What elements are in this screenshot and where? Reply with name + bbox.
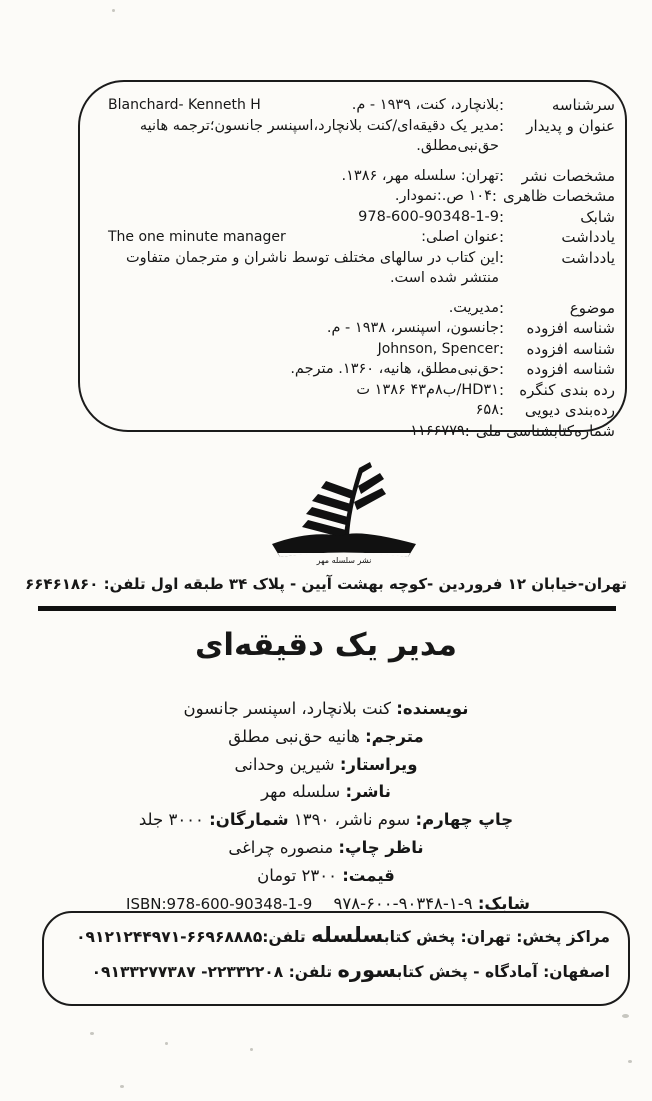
field-value-fa: بلانچارد، کنت، ۱۹۳۹ - م. (351, 97, 499, 113)
field-label-wrap (499, 95, 615, 116)
field-value: تهران: سلسله مهر، ۱۳۸۶. (341, 167, 499, 184)
credit-line-author (0, 695, 652, 723)
field-colon: : (499, 339, 505, 358)
horizontal-rule (38, 606, 616, 611)
logo-caption: نشر سلسله مهر (316, 556, 372, 565)
scan-noise (250, 1048, 253, 1051)
scan-noise (622, 1014, 629, 1018)
field-colon: : (499, 248, 505, 267)
field-value-fa: عنوان اصلی: (421, 229, 499, 245)
field-colon: : (499, 166, 505, 185)
distribution-text: اصفهان: آمادگاه - پخش کتاب (396, 963, 610, 981)
field-label: یادداشت (561, 228, 615, 246)
credit-label: قیمت: (342, 865, 395, 885)
tree-on-book-logo-icon (258, 460, 430, 568)
field-colon: : (499, 116, 505, 135)
field-label-wrap (499, 298, 615, 319)
field-value: این کتاب در سالهای مختلف توسط ناشران و مترجمان متفاوت منتشر شده است. (126, 249, 499, 286)
distribution-line-isfahan (58, 959, 610, 985)
catalog-row (94, 400, 615, 421)
phone-label: تلفن: (262, 928, 306, 946)
catalog-row (94, 95, 615, 116)
isbn-number-fa: ۹۷۸-۶۰۰-۹۰۳۴۸-۱-۹ (333, 893, 473, 913)
field-value: حق‌نبی‌مطلق، هانیه، ۱۳۶۰. مترجم. (290, 361, 499, 377)
field-value (94, 207, 499, 228)
field-label: مشخصات ظاهری (502, 187, 615, 205)
brand-wordmark-selseleh: سلسله (311, 923, 384, 947)
distribution-line-tehran (58, 924, 610, 950)
field-label: شناسه افزوده (526, 339, 615, 358)
credit-value: شیرین وحدانی (234, 754, 335, 774)
book-title: مدیر یک دقیقه‌ای (194, 627, 457, 663)
credit-line-publisher (0, 778, 652, 806)
catalog-row (94, 207, 615, 228)
field-colon: : (499, 360, 505, 378)
field-label-wrap (499, 248, 615, 269)
catalog-row (94, 380, 615, 401)
field-value: ۱۱۶۶۷۷۹ (410, 422, 465, 439)
field-label: شماره‌کتابشناسی ملی (475, 421, 615, 440)
cataloging-in-publication-box (78, 80, 627, 440)
scan-noise (120, 1085, 124, 1088)
field-label: رده‌بندی دیویی (524, 401, 615, 419)
field-colon: : (499, 401, 505, 419)
credit-value: سلسله مهر (261, 782, 341, 802)
field-value (94, 227, 499, 248)
catalog-row (94, 298, 615, 319)
credit-value: سوم ناشر، ۱۳۹۰ (293, 810, 411, 830)
field-label: موضوع (569, 298, 615, 317)
catalog-row (94, 318, 615, 339)
credit-label: مترجم: (365, 726, 424, 746)
field-label-wrap (499, 116, 615, 137)
field-label-wrap (499, 227, 615, 248)
isbn-label: شابک: (477, 893, 530, 913)
credit-line-translator (0, 723, 652, 751)
field-label: عنوان و پدیدار (526, 116, 615, 135)
credit-line-edition (0, 806, 652, 834)
field-label-wrap (499, 339, 615, 360)
field-label: شناسه افزوده (526, 319, 615, 337)
credit-label2: شمارگان: (209, 810, 289, 830)
field-colon: : (491, 187, 497, 205)
credit-value2: ۳۰۰۰ جلد (138, 810, 204, 830)
field-value: مدیر یک دقیقه‌ای/کنت بلانچارد،اسپنسر جانسون؛ترجمه هانیه حق‌نبی‌مطلق. (139, 117, 499, 154)
catalog-row (94, 359, 615, 380)
field-label: مشخصات نشر (521, 166, 615, 185)
field-label-wrap (499, 359, 615, 380)
field-label: سرشناسه (551, 96, 615, 114)
field-value: مدیریت. (448, 299, 499, 316)
field-value (94, 339, 499, 360)
field-colon: : (499, 96, 505, 114)
scan-noise (112, 9, 115, 12)
isbn-number-en: ISBN:978-600-90348-1-9 (126, 894, 313, 913)
field-value-en: The one minute manager (108, 229, 286, 245)
credit-line-editor (0, 751, 652, 779)
credit-value: ۲۳۰۰ تومان (257, 865, 337, 885)
catalog-row (94, 227, 615, 248)
credit-label: نویسنده: (396, 699, 469, 718)
field-label: شناسه افزوده (526, 360, 615, 378)
field-value: ۶۵۸ (475, 402, 499, 418)
credit-label: ناظر چاپ: (338, 837, 424, 857)
field-value-en: Blanchard- Kenneth H (108, 97, 261, 113)
field-value: ۱۰۴ ص.:نمودار. (394, 188, 492, 204)
phone-label: تلفن: (288, 963, 333, 981)
field-label: یادداشت (561, 248, 615, 267)
field-colon: : (464, 421, 470, 440)
publisher-logo (258, 460, 430, 568)
credits-block (0, 695, 652, 918)
field-colon: : (499, 228, 505, 246)
field-label-wrap (499, 207, 615, 228)
field-colon: : (499, 207, 505, 226)
field-label-wrap (499, 318, 615, 339)
field-value: جانسون، اسپنسر، ۱۹۳۸ - م. (326, 320, 499, 336)
credit-label: ناشر: (345, 782, 391, 802)
distribution-centers-box (42, 911, 630, 1006)
credit-line-price (0, 862, 652, 890)
scan-noise (628, 1060, 632, 1063)
credit-value: هانیه حق‌نبی مطلق (228, 726, 360, 746)
catalog-row (94, 116, 615, 157)
catalog-row (94, 186, 615, 207)
scan-noise (165, 1042, 168, 1045)
credit-label: ویراستار: (339, 754, 418, 774)
field-label-wrap (499, 400, 615, 421)
isbn-number: 978-600-90348-1-9 (358, 208, 499, 225)
catalog-row (94, 421, 615, 442)
credit-line-print-supervisor (0, 834, 652, 862)
field-colon: : (499, 380, 505, 399)
field-label-wrap (492, 186, 615, 207)
catalog-row (94, 166, 615, 187)
field-colon: : (499, 319, 505, 337)
scan-noise (90, 1032, 94, 1035)
distribution-text: مراکز پخش: تهران: پخش کتاب (383, 928, 610, 946)
credit-value: منصوره چراغی (228, 837, 334, 857)
credit-label: چاپ چهارم: (415, 810, 514, 830)
field-value-en: Johnson, Spencer (377, 340, 499, 357)
field-label-wrap (499, 380, 615, 401)
field-label-wrap (499, 166, 615, 187)
phone-numbers: ۲۲۳۳۲۲۰۸- ۰۹۱۳۳۲۷۷۳۸۷ (91, 963, 284, 981)
phone-numbers: ۶۶۹۶۸۸۸۵-۰۹۱۲۱۲۴۴۹۷۱ (76, 928, 263, 946)
publisher-address-line: تهران-خیابان ۱۲ فروردین -کوچه بهشت آیین - پلاک ۳۴ طبقه اول تلفن: ۶۶۴۶۱۸۶۰ (25, 575, 627, 593)
field-label: رده بندی کنگره (519, 380, 615, 399)
credit-value: کنت بلانچارد، اسپنسر جانسون (183, 699, 392, 718)
catalog-row (94, 339, 615, 360)
field-value (94, 95, 499, 116)
field-label: شابک (580, 207, 615, 226)
catalog-row (94, 248, 615, 289)
field-label-wrap (465, 421, 615, 442)
field-colon: : (499, 298, 505, 317)
field-value: HD۳۱/ب۸م۴۳ ۱۳۸۶ ت (356, 381, 499, 398)
brand-wordmark-sooreh: سوره (337, 958, 397, 982)
